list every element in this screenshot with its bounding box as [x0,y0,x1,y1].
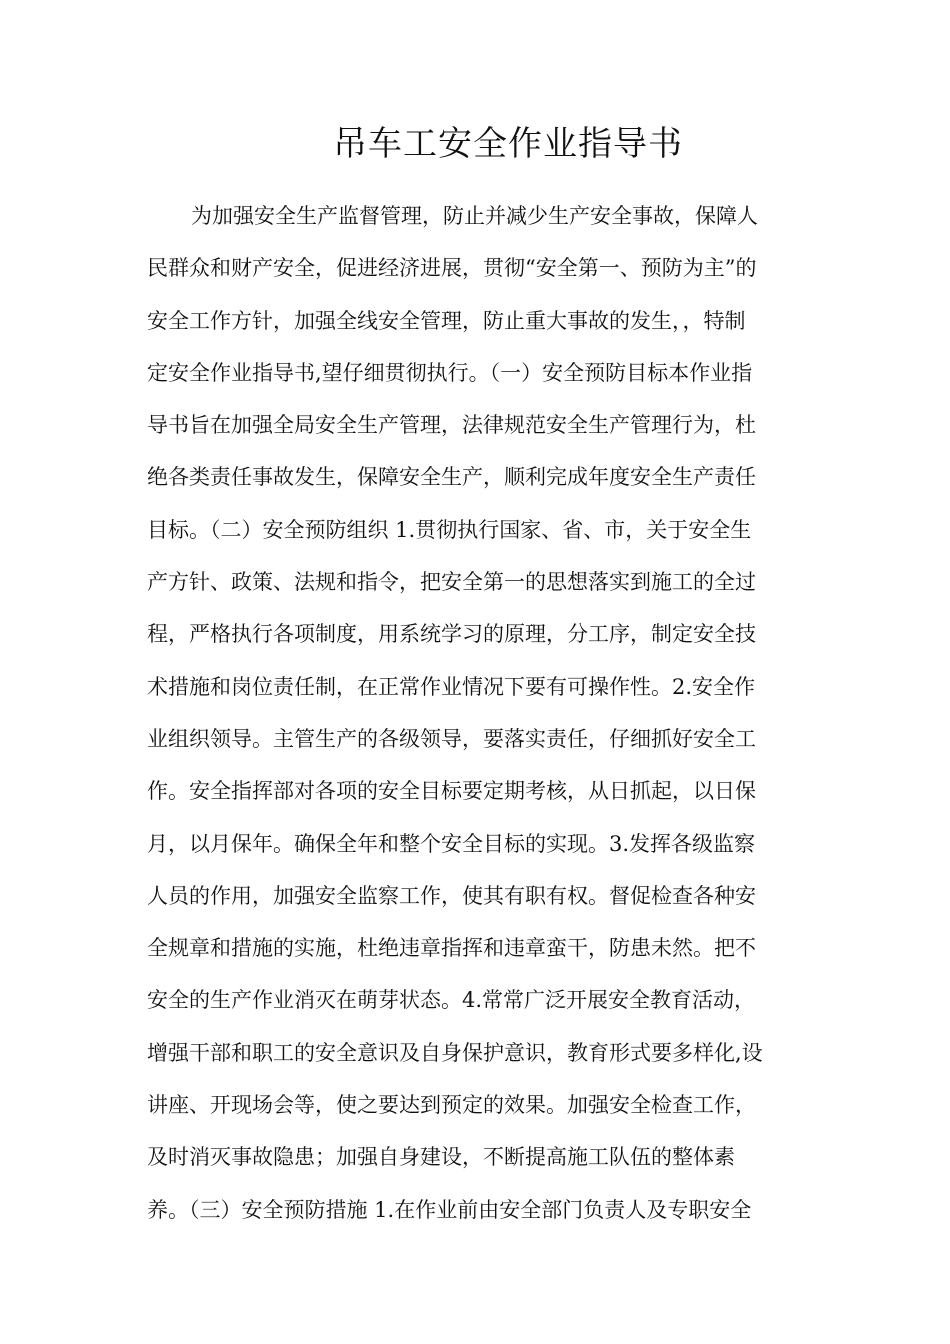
body-line: 作。安全指挥部对各项的安全目标要定期考核，从日抓起，以日保 [147,779,756,804]
body-line: 民群众和财产安全，促进经济进展，贯彻“安全第一、预防为主”的 [147,256,757,281]
body-line: 绝各类责任事故发生，保障安全生产，顺利完成年度安全生产责任 [147,465,756,490]
body-line: 为加强安全生产监督管理，防止并减少生产安全事故，保障人 [191,204,758,228]
body-line: 月，以月保年。确保全年和整个安全目标的实现。3.发挥各级监察 [147,831,756,856]
body-line: 目标。（二）安全预防组织 1.贯彻执行国家、省、市，关于安全生 [147,517,752,542]
body-line: 养。（三）安全预防措施 1.在作业前由安全部门负责人及专职安全 [147,1197,752,1222]
document-body [147,190,807,1236]
body-line: 安全工作方针，加强全线安全管理，防止重大事故的发生，，特制 [147,308,746,333]
body-line: 安全的生产作业消灭在萌芽状态。4.常常广泛开展安全教育活动， [147,988,756,1013]
body-line: 程，严格执行各项制度，用系统学习的原理，分工序，制定安全技 [147,622,756,647]
body-line: 定安全作业指导书,望仔细贯彻执行。（一）安全预防目标本作业指 [147,360,753,385]
body-line: 导书旨在加强全局安全生产管理，法律规范安全生产管理行为，杜 [147,413,756,438]
body-line: 术措施和岗位责任制，在正常作业情况下要有可操作性。2.安全作 [147,674,756,699]
document-title: 吊车工安全作业指导书 [333,124,683,164]
body-line: 全规章和措施的实施，杜绝违章指挥和违章蛮干，防患未然。把不 [147,936,756,961]
body-line: 产方针、政策、法规和指令，把安全第一的思想落实到施工的全过 [147,570,756,595]
body-line: 人员的作用，加强安全监察工作，使其有职有权。督促检查各种安 [147,883,756,908]
body-line: 及时消灭事故隐患；加强自身建设，不断提高施工队伍的整体素 [147,1145,735,1170]
body-line: 讲座、开现场会等，使之要达到预定的效果。加强安全检查工作， [147,1093,756,1118]
body-line: 增强干部和职工的安全意识及自身保护意识，教育形式要多样化,设 [147,1040,763,1065]
body-line: 业组织领导。主管生产的各级领导，要落实责任，仔细抓好安全工 [147,726,756,751]
